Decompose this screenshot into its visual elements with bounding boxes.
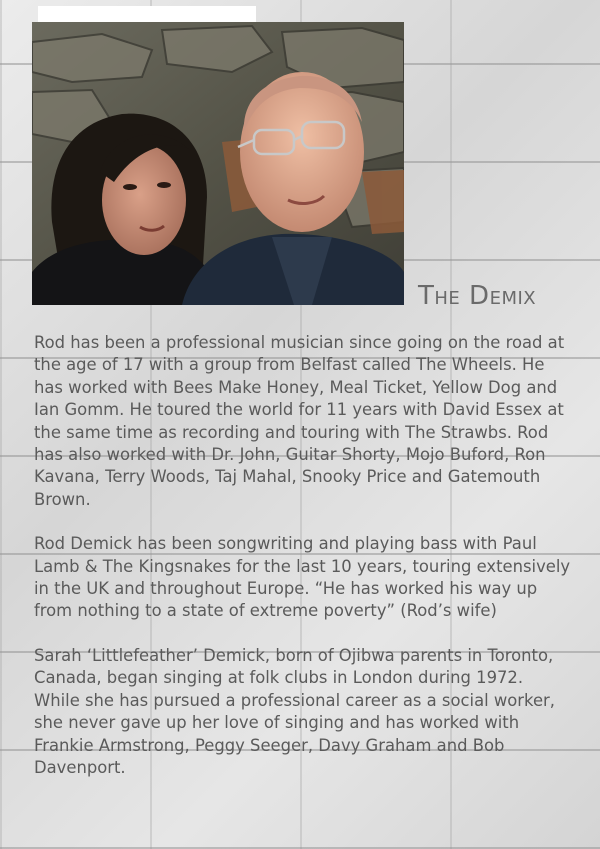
band-photo: [32, 22, 404, 305]
paragraph-rod-songwriting: Rod Demick has been songwriting and playing bass with Paul Lamb & The Kingsnakes for the last 10 years, touring extensively in the UK and throughout Europe. “He has worked his way up from nothing to a state of extreme poverty” (Rod’s wife): [34, 534, 571, 621]
band-photo-illustration: [32, 22, 404, 305]
paragraph-sarah: Sarah ‘Littlefeather’ Demick, born of Ojibwa parents in Toronto, Canada, began singing at folk clubs in London during 1972. While she has pursued a professional career as a social worker, she never gave up her love of singing and has worked with Frankie Armstrong, Peggy Seeger, Davy Graham and Bob Davenport.: [34, 645, 555, 777]
paragraph-rod-career: Rod has been a professional musician since going on the road at the age of 17 with a group from Belfast called The Wheels. He has worked with Bees Make Honey, Meal Ticket, Yellow Dog and Ian Gomm. He toured the world for 11 years with David Essex at the same time as recording and touring with The Strawbs. Rod has also worked with Dr. John, Guitar Shorty, Mojo Buford, Ron Kavana, Terry Woods, Taj Mahal, Snooky Price and Gatemouth Brown.: [34, 333, 565, 509]
section-heading: The Demix: [418, 281, 537, 311]
body-text: [34, 332, 574, 801]
